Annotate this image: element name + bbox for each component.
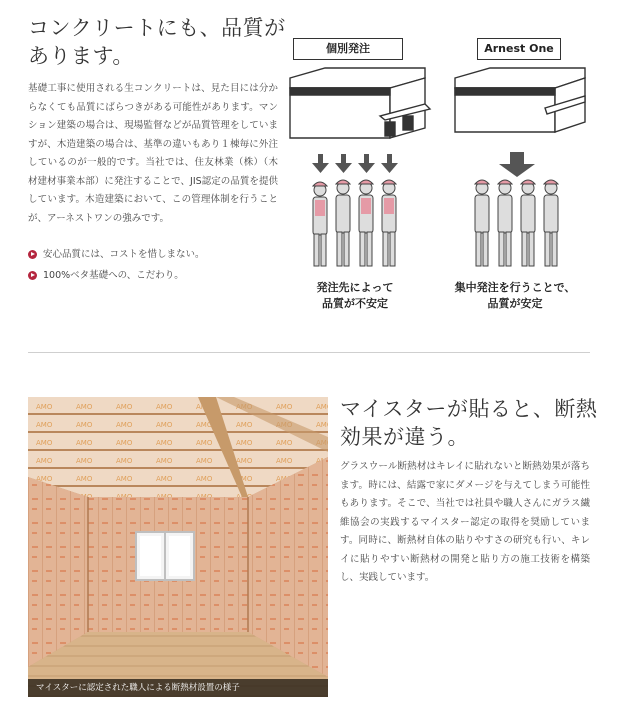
arrow-bullet-icon — [28, 271, 37, 280]
insulation-room-photo — [28, 397, 328, 697]
section1-heading: コンクリートにも、品質があります。 — [28, 16, 286, 68]
arrow-down-icon — [499, 152, 535, 177]
diagram-graphics — [285, 30, 595, 275]
worker-group-icon — [475, 180, 558, 266]
feature-item — [28, 265, 278, 286]
arrow-bullet-icon — [28, 250, 37, 259]
section1-body: 基礎工事に使用される生コンクリートは、見た目には分からなくても品質にばらつきがある可能性があります。マンション建築の場合は、現場監督などが品質管理をしていますが、木造建築の場合は、基準の違いもあり１棟毎に外注しているのが一般的です。当社では、住友林業（株）（木材建材事業本部）に発注することで、JIS認定の品質を提供しています。木造建築において、この管理体制を行うことが、アーネストワンの強みです。 — [28, 83, 278, 224]
section-divider — [28, 352, 590, 353]
feature-item — [28, 244, 278, 265]
caption-line: 集中発注を行うことで、 — [454, 281, 576, 294]
building-icon — [290, 68, 430, 138]
feature-list — [28, 244, 278, 286]
caption-line: 品質が安定 — [487, 297, 543, 310]
arnest-one-label: Arnest One — [477, 38, 561, 60]
room-illustration — [28, 397, 328, 697]
individual-order-label: 個別発注 — [293, 38, 403, 60]
section2-body: グラスウール断熱材はキレイに貼れないと断熱効果が落ちます。時には、結露で家にダメージを与えてしまう可能性もあります。そこで、当社では社員や職人さんにガラス繊維協会の実践するマイスター認定の取得を奨励しています。同時に、断熱材自体の貼りやすさの研究も行い、キレイに貼りやすい断熱材の開発と貼り方の施工技術を構築し、実践しています。 — [340, 461, 590, 583]
feature-text: 安心品質には、コストを惜しまない。 — [43, 249, 205, 260]
photo-caption: マイスターに認定された職人による断熱材設置の様子 — [28, 679, 328, 697]
worker-group-icon — [313, 180, 396, 266]
section2-heading: マイスターが貼ると、断熱効果が違う。 — [340, 397, 598, 449]
individual-order-caption — [285, 280, 425, 312]
caption-line: 発注先によって — [316, 281, 394, 294]
ordering-comparison-diagram — [285, 30, 595, 330]
centralized-order-caption — [435, 280, 595, 312]
building-icon — [455, 68, 585, 132]
arrow-down-icon — [312, 154, 398, 173]
feature-text: 100%ベタ基礎への、こだわり。 — [43, 270, 184, 281]
caption-line: 品質が不安定 — [322, 297, 388, 310]
